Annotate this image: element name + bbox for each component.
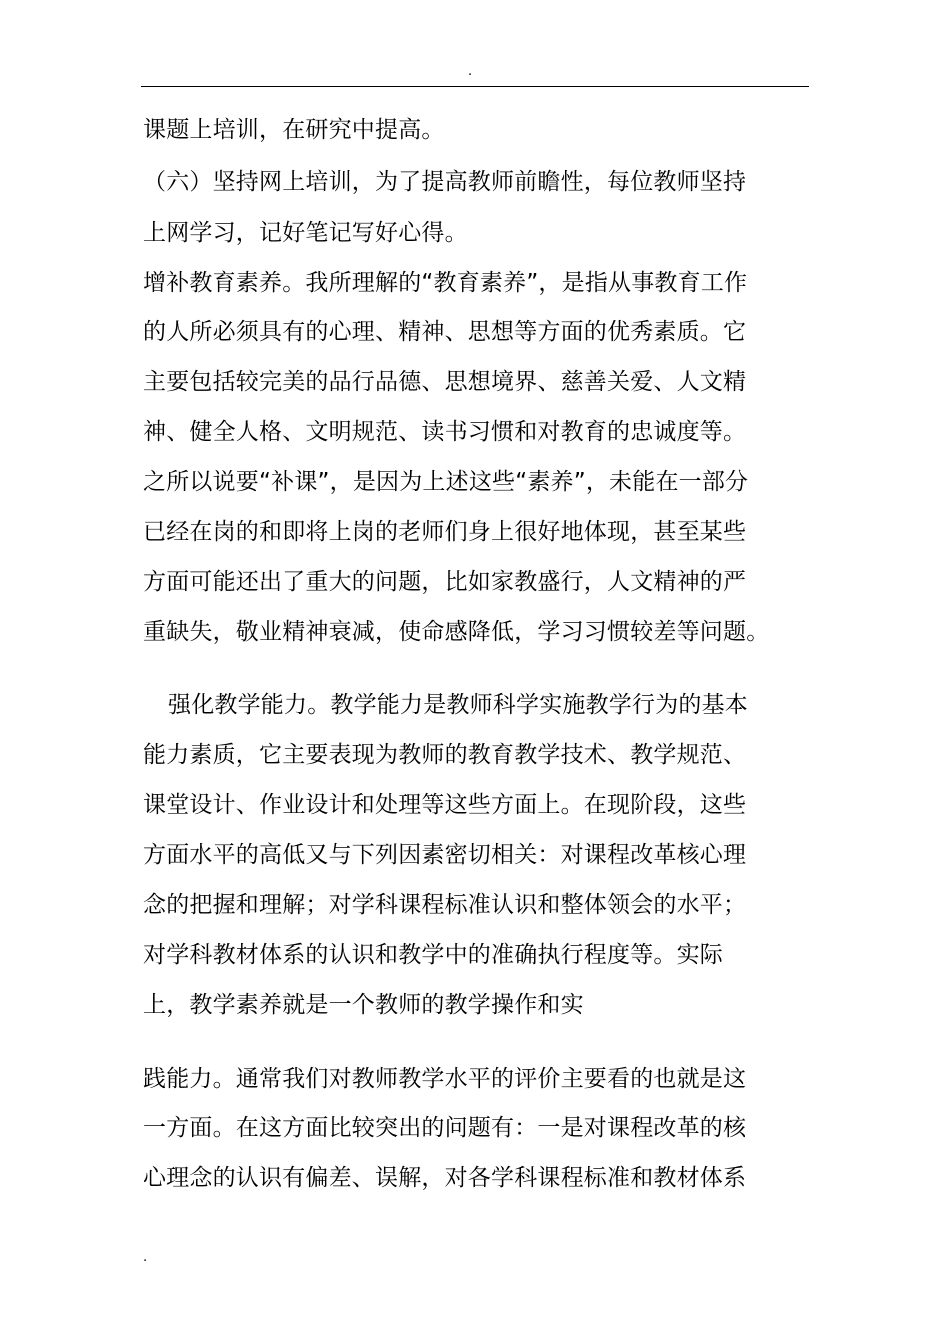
text-line: 践能力。通常我们对教师教学水平的评价主要看的也就是这: [143, 1066, 747, 1092]
text-line: 神、健全人格、文明规范、读书习惯和对教育的忠诚度等。: [143, 419, 747, 445]
text-line: 心理念的认识有偏差、误解，对各学科课程标准和教材体系: [143, 1165, 747, 1191]
text-line: 增补教育素养。我所理解的“教育素养”，是指从事教育工作: [143, 270, 748, 296]
text-line: （六）坚持网上培训，为了提高教师前瞻性，每位教师坚持: [143, 169, 747, 195]
text-line: 强化教学能力。教学能力是教师科学实施教学行为的基本: [168, 692, 748, 718]
text-line: 能力素质，它主要表现为教师的教育教学技术、教学规范、: [143, 742, 747, 768]
text-line: 方面可能还出了重大的问题，比如家教盛行，人文精神的严: [143, 569, 747, 595]
text-line: 的人所必须具有的心理、精神、思想等方面的优秀素质。它: [143, 319, 747, 345]
text-line: 重缺失，敬业精神衰减，使命感降低，学习习惯较差等问题。: [143, 619, 770, 645]
header-rule: [141, 86, 809, 87]
text-line: 课题上培训，在研究中提高。: [143, 117, 445, 143]
text-line: 已经在岗的和即将上岗的老师们身上很好地体现，甚至某些: [143, 519, 747, 545]
text-line: 对学科教材体系的认识和教学中的准确执行程度等。实际: [143, 942, 723, 968]
footer-mark: .: [143, 1250, 148, 1265]
text-line: 念的把握和理解；对学科课程标准认识和整体领会的水平；: [143, 892, 747, 918]
header-mark: .: [468, 64, 473, 79]
text-line: 之所以说要“补课”，是因为上述这些“素养”，未能在一部分: [143, 469, 749, 495]
text-line: 一方面。在这方面比较突出的问题有：一是对课程改革的核: [143, 1115, 747, 1141]
text-line: 方面水平的高低又与下列因素密切相关：对课程改革核心理: [143, 842, 747, 868]
text-line: 上，教学素养就是一个教师的教学操作和实: [143, 992, 584, 1018]
text-line: 上网学习，记好笔记写好心得。: [143, 220, 468, 246]
text-line: 主要包括较完美的品行品德、思想境界、慈善关爱、人文精: [143, 369, 747, 395]
text-line: 课堂设计、作业设计和处理等这些方面上。在现阶段，这些: [143, 792, 747, 818]
